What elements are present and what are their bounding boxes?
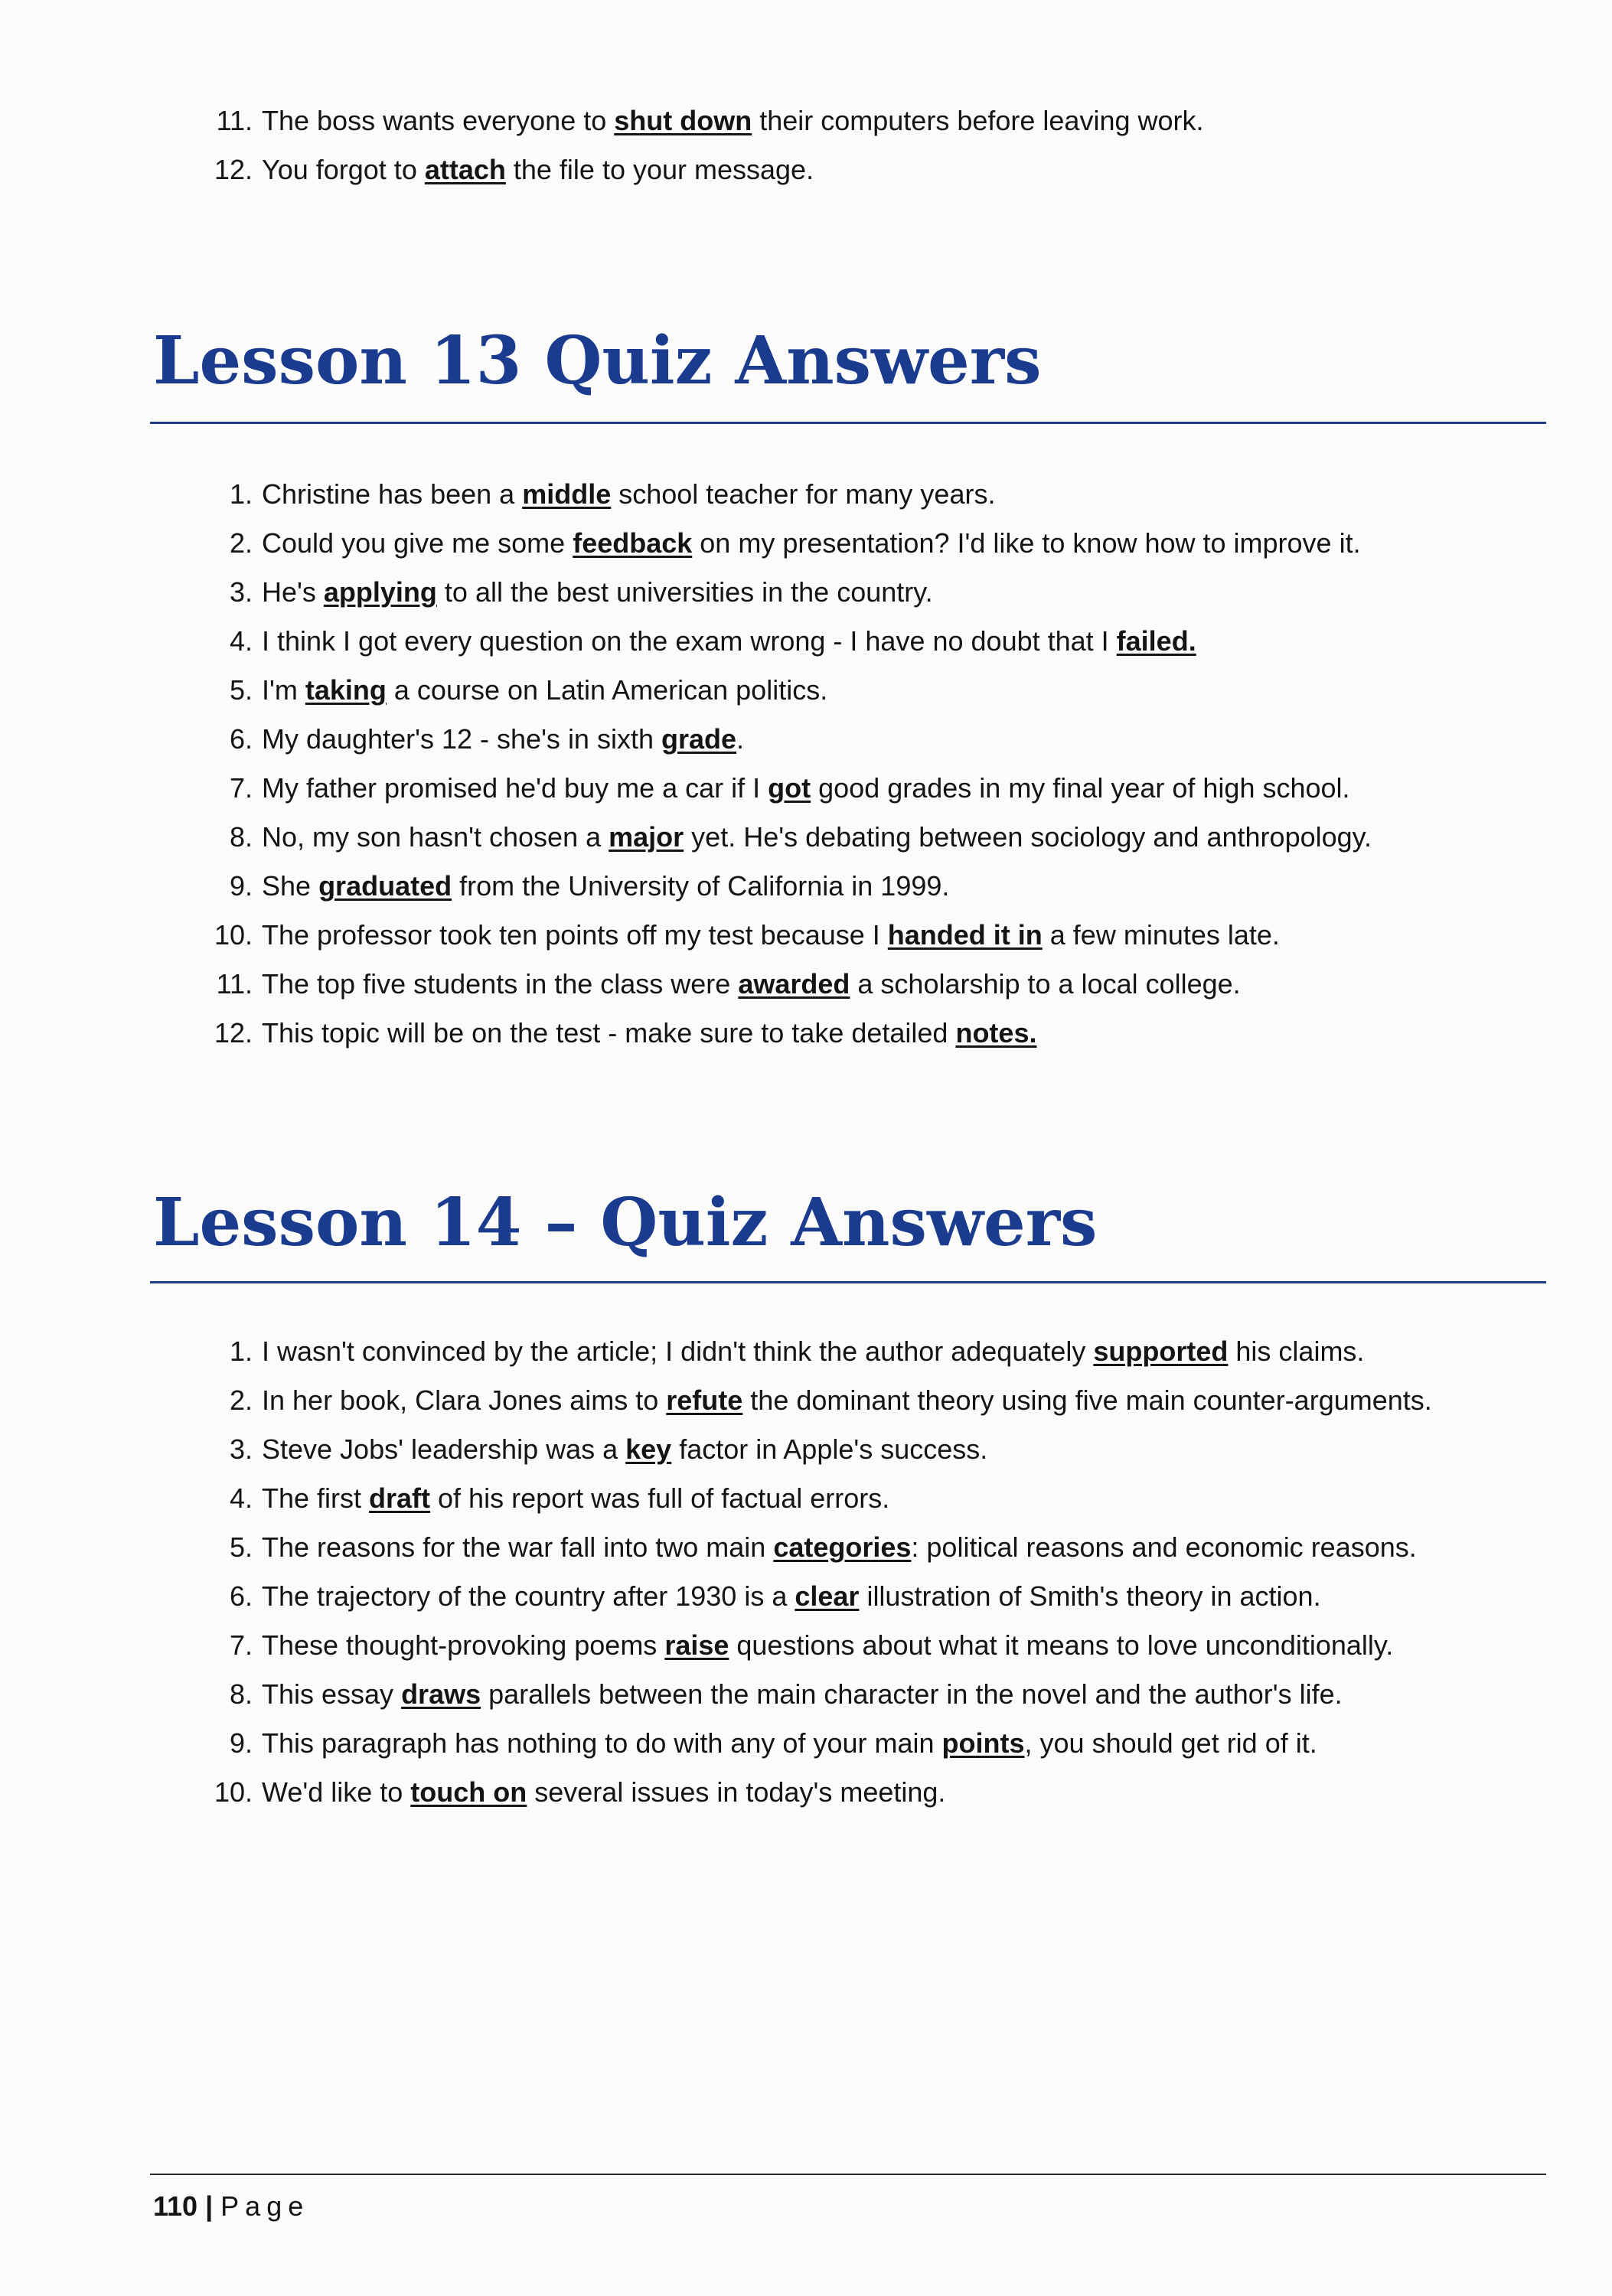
item-number: 3.	[229, 1433, 253, 1465]
item-number: 1.	[229, 1336, 253, 1367]
answer-word: taking	[305, 674, 387, 706]
item-number: 10.	[214, 1776, 253, 1808]
answer-word: graduated	[318, 870, 452, 902]
list-item: 8. This essay draws parallels between the main character in the novel and the author's life.	[207, 1670, 1612, 1719]
list-item: 2. In her book, Clara Jones aims to refute the dominant theory using five main counter-arguments.	[207, 1376, 1517, 1425]
list-item: 12. You forgot to attach the file to your message.	[207, 145, 1612, 194]
lesson-13-heading: Lesson 13 Quiz Answers	[153, 322, 1042, 400]
item-number: 8.	[229, 821, 253, 853]
list-item: 6. The trajectory of the country after 1930 is a clear illustration of Smith's theory in action.	[207, 1572, 1612, 1621]
item-number: 4.	[229, 625, 253, 657]
item-number: 1.	[229, 478, 253, 510]
list-item: 3. Steve Jobs' leadership was a key factor in Apple's success.	[207, 1425, 1612, 1474]
item-number: 4.	[229, 1482, 253, 1514]
list-item: 10. We'd like to touch on several issues in today's meeting.	[207, 1768, 1612, 1817]
item-number: 2.	[229, 1384, 253, 1416]
answer-word: draws	[401, 1678, 481, 1710]
list-item: 1. I wasn't convinced by the article; I didn't think the author adequately supported his claims.	[207, 1327, 1612, 1376]
item-number: 5.	[229, 1531, 253, 1563]
answer-word: handed it in	[887, 919, 1043, 951]
answer-word: attach	[424, 154, 506, 185]
list-item: 4. The first draft of his report was full of factual errors.	[207, 1474, 1612, 1523]
page-footer	[153, 2187, 309, 2226]
answer-word: grade	[661, 723, 737, 755]
answer-word: notes.	[955, 1017, 1037, 1049]
list-item: 11. The boss wants everyone to shut down their computers before leaving work.	[207, 96, 1612, 145]
item-number: 8.	[229, 1678, 253, 1710]
list-item: 4. I think I got every question on the exam wrong - I have no doubt that I failed.	[207, 617, 1612, 666]
list-item: 8. No, my son hasn't chosen a major yet. He's debating between sociology and anthropology.	[207, 813, 1612, 862]
answer-word: raise	[664, 1629, 729, 1661]
answer-word: got	[768, 772, 811, 804]
item-number: 10.	[214, 919, 253, 951]
footer-separator: |	[205, 2190, 214, 2222]
answer-word: touch on	[410, 1776, 527, 1808]
page-label: Page	[220, 2190, 310, 2222]
answer-word: applying	[323, 576, 437, 608]
list-item: 5. I'm taking a course on Latin American politics.	[207, 666, 1612, 715]
footer-divider	[150, 2174, 1546, 2175]
list-item: 9. This paragraph has nothing to do with any of your main points, you should get rid of it.	[207, 1719, 1612, 1768]
answer-word: draft	[369, 1482, 431, 1514]
list-item: 6. My daughter's 12 - she's in sixth grade.	[207, 715, 1612, 764]
item-number: 7.	[229, 772, 253, 804]
item-number: 12.	[214, 154, 253, 185]
lesson-14-heading: Lesson 14 – Quiz Answers	[153, 1184, 1098, 1261]
answer-word: points	[941, 1727, 1025, 1759]
item-number: 2.	[229, 527, 253, 559]
item-number: 7.	[229, 1629, 253, 1661]
answer-word: categories	[773, 1531, 912, 1563]
answer-word: shut down	[614, 105, 752, 136]
list-item: 1. Christine has been a middle school teacher for many years.	[207, 470, 1612, 519]
answer-word: major	[609, 821, 684, 853]
list-item: 5. The reasons for the war fall into two main categories: political reasons and economic reasons.	[207, 1523, 1517, 1572]
answer-word: clear	[795, 1580, 860, 1612]
page-number: 110	[153, 2190, 198, 2222]
lesson-13-answer-list	[207, 470, 1612, 1058]
item-number: 9.	[229, 870, 253, 902]
item-number: 9.	[229, 1727, 253, 1759]
answer-word: refute	[666, 1384, 743, 1416]
item-number: 11.	[216, 968, 253, 1000]
lesson-14-divider	[150, 1281, 1546, 1283]
list-item: 12. This topic will be on the test - make sure to take detailed notes.	[207, 1009, 1612, 1058]
lesson-14-answer-list	[207, 1327, 1612, 1817]
item-number: 6.	[229, 1580, 253, 1612]
answer-word: feedback	[573, 527, 693, 559]
answer-word: failed.	[1116, 625, 1196, 657]
item-number: 3.	[229, 576, 253, 608]
list-item: 11. The top five students in the class were awarded a scholarship to a local college.	[207, 960, 1612, 1009]
top-answer-list	[207, 96, 1612, 194]
list-item: 3. He's applying to all the best universities in the country.	[207, 568, 1612, 617]
item-number: 12.	[214, 1017, 253, 1049]
list-item: 9. She graduated from the University of California in 1999.	[207, 862, 1612, 911]
answer-word: supported	[1093, 1336, 1229, 1367]
item-number: 6.	[229, 723, 253, 755]
list-item: 7. These thought-provoking poems raise questions about what it means to love unconditionally.	[207, 1621, 1517, 1670]
answer-word: middle	[522, 478, 612, 510]
lesson-13-divider	[150, 422, 1546, 424]
answer-word: key	[625, 1433, 672, 1465]
list-item: 10. The professor took ten points off my test because I handed it in a few minutes late.	[207, 911, 1612, 960]
list-item: 7. My father promised he'd buy me a car if I got good grades in my final year of high school.	[207, 764, 1612, 813]
item-number: 5.	[229, 674, 253, 706]
item-number: 11.	[216, 105, 253, 136]
list-item: 2. Could you give me some feedback on my presentation? I'd like to know how to improve it.	[207, 519, 1612, 568]
answer-word: awarded	[738, 968, 850, 1000]
